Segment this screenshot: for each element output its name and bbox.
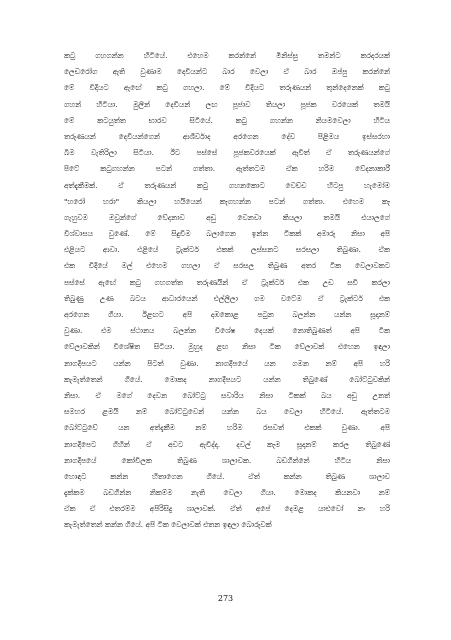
text-line: එක විදියේ මල් එහෙම ගහලා ඒ සරසල තිබුණ අතර ටික වෙලාවකට [64, 261, 390, 271]
text-line: නාගදීපෙට ගිහින් ඒ අවට ඇවිද්දා. දවල් කෑම සූදානම් කරල තිබුණේ [64, 439, 390, 449]
text-line: කැමැත්තෙන් ගියේ. මොකද නාගදීපයට යන්න තිබුණේ බෝට්ටුවකින් [64, 374, 390, 384]
text-line: අත්දැකීමක්. ඒ තරුණයන් කටු ගහනකොට වෙච්ච හිටපු හැමෝම [64, 180, 390, 190]
text-line: කැමැත්තෙන් කන්න ගියේ. අපි ටික වෙලාවක් එතන ඉඳලා බොරුවක් [64, 520, 272, 530]
body-text [64, 48, 390, 534]
text-line: බෝට්ටුවේ යන අත්දැකීම නම් හරිම රසවත් එකක් වුණා. අපි [64, 423, 390, 433]
text-line: එළියට ආවා. එළියේ ට්‍රැක්ටර් එකක් ලස්සනට සරසලා තිබුණා. ඒක [64, 245, 390, 255]
text-line: විශ්වාසය වුණේ. මේ සිදුවීම බලාගෙන ඉන්න ටිකක් අමාරු නිසා අපි [64, 229, 390, 239]
text-line: "හරෝ හරා" කියලා හයියෙන් කෑගහන්න පටන් ගත්තා. එහෙම කෑ [64, 196, 390, 206]
text-line: ඒක ඒ එතරම්ම අපිරිසිදු ශාලාවක්. ඒත් අපේ දෙමළ යාළුවෝ නං හරි [64, 504, 390, 514]
text-line: මේ කටයුත්ත භාරව සිටියේ. කටු ගහන්න නියමවෙලා හිටිය [64, 115, 390, 125]
text-line: ලෙඩරෝග ඇති වුණාම දෙවියන්ට බාර වෙලා ඒ බාර ඔප්පු කරන්නේ [64, 67, 390, 77]
text-line: නාගදීපයට යන්න පිටත් වුණා. නාගදීපයේ යන ගමන නම් අපි හරි [64, 358, 390, 368]
text-line: පස්සේ ඇඟේ කටු ගහගත්ත තරුණයින් ඒ ට්‍රැක්ටර් එක උඩ සවි කරලා [64, 277, 390, 287]
text-line: තරුණයන් දෙවියන්ගෙන් ආශිර්වාද අරගෙන දේව පිළිමය ඉස්සරහා [64, 131, 390, 141]
text-line: අරගෙන ගියා. ඊළඟට අපි දඹකොළ පටුන බලන්න යන්න සූදානම් [64, 310, 390, 319]
text-line: නාගදීපයේ කෝවිලක තිබුණ ශාලාවක. බඩගින්නේ හිටිය නිසා [64, 455, 390, 465]
text-line: දැක්කම බඩගින්න නිකම්ම නැති වෙලා ගියා. මොකද කියනවා නම් [64, 488, 390, 498]
text-line: ගහන් හිටියා. මුලින් දෙවියන් ලඟ පූජාව තියලා පූජක වරයෙක් තමයි [64, 99, 390, 109]
text-line: තිබුණු උණ බටය ආධාරයෙන් එල්ලිලා ගම වටේම ඒ ට්‍රැක්ටර් එක [64, 293, 390, 303]
text-line: බිම වැතිරිලා සිටියා. ඊට පස්සේ පූජකවරයෙක් ඇවිත් ඒ තරුණයන්ගේ [64, 148, 390, 158]
text-line: පිටේ කටුගහන්න පටන් ගත්තා. ඇත්තටම ඒක හරිම වේදනාකාරී [64, 164, 390, 174]
text-line: නිසා. ඒ මගේ දෙවන බෝට්ටු සවාරිය නිසා ටිකක් බය අඩු උනත් [64, 390, 390, 400]
text-line: මේ විදියට ඇඟේ කටු ගහලා. මේ විදියට තරුණයන් තුන්දෙනෙක් කටු [64, 83, 390, 93]
text-line: වේලාවකින් විශේෂිත සිටියා. මුහුද ළඟ නිසා ටික වේලාවක් එහෙන ඉඳලා [64, 342, 390, 352]
text-line: කටු ගහගන්න හිටියේ. එහෙම කරන්නේ මිනිස්සු තමන්ට කරදරයක් [64, 51, 390, 60]
text-line: සමහර ළමයි නම් බෝට්ටුවෙන් යන්න බය වෙලා හිටියේ. ඇත්තටම [64, 407, 390, 417]
text-line: හොඳට කන්න හිතාගෙන ගියේ. ඒත් කන්න තිබුණ ශාලාව [64, 471, 390, 481]
text-line: වුණා. එම ස්ථානය බලන්න විශේෂ දෙයක් නොතිබුණත් අපි ටික [64, 326, 390, 336]
page-number: 273 [217, 594, 234, 603]
text-line: ගැහුවම ඔවුන්ගේ වේදනාව අඩු වෙනවා කියලා තමයි එයාලගේ [64, 212, 390, 222]
